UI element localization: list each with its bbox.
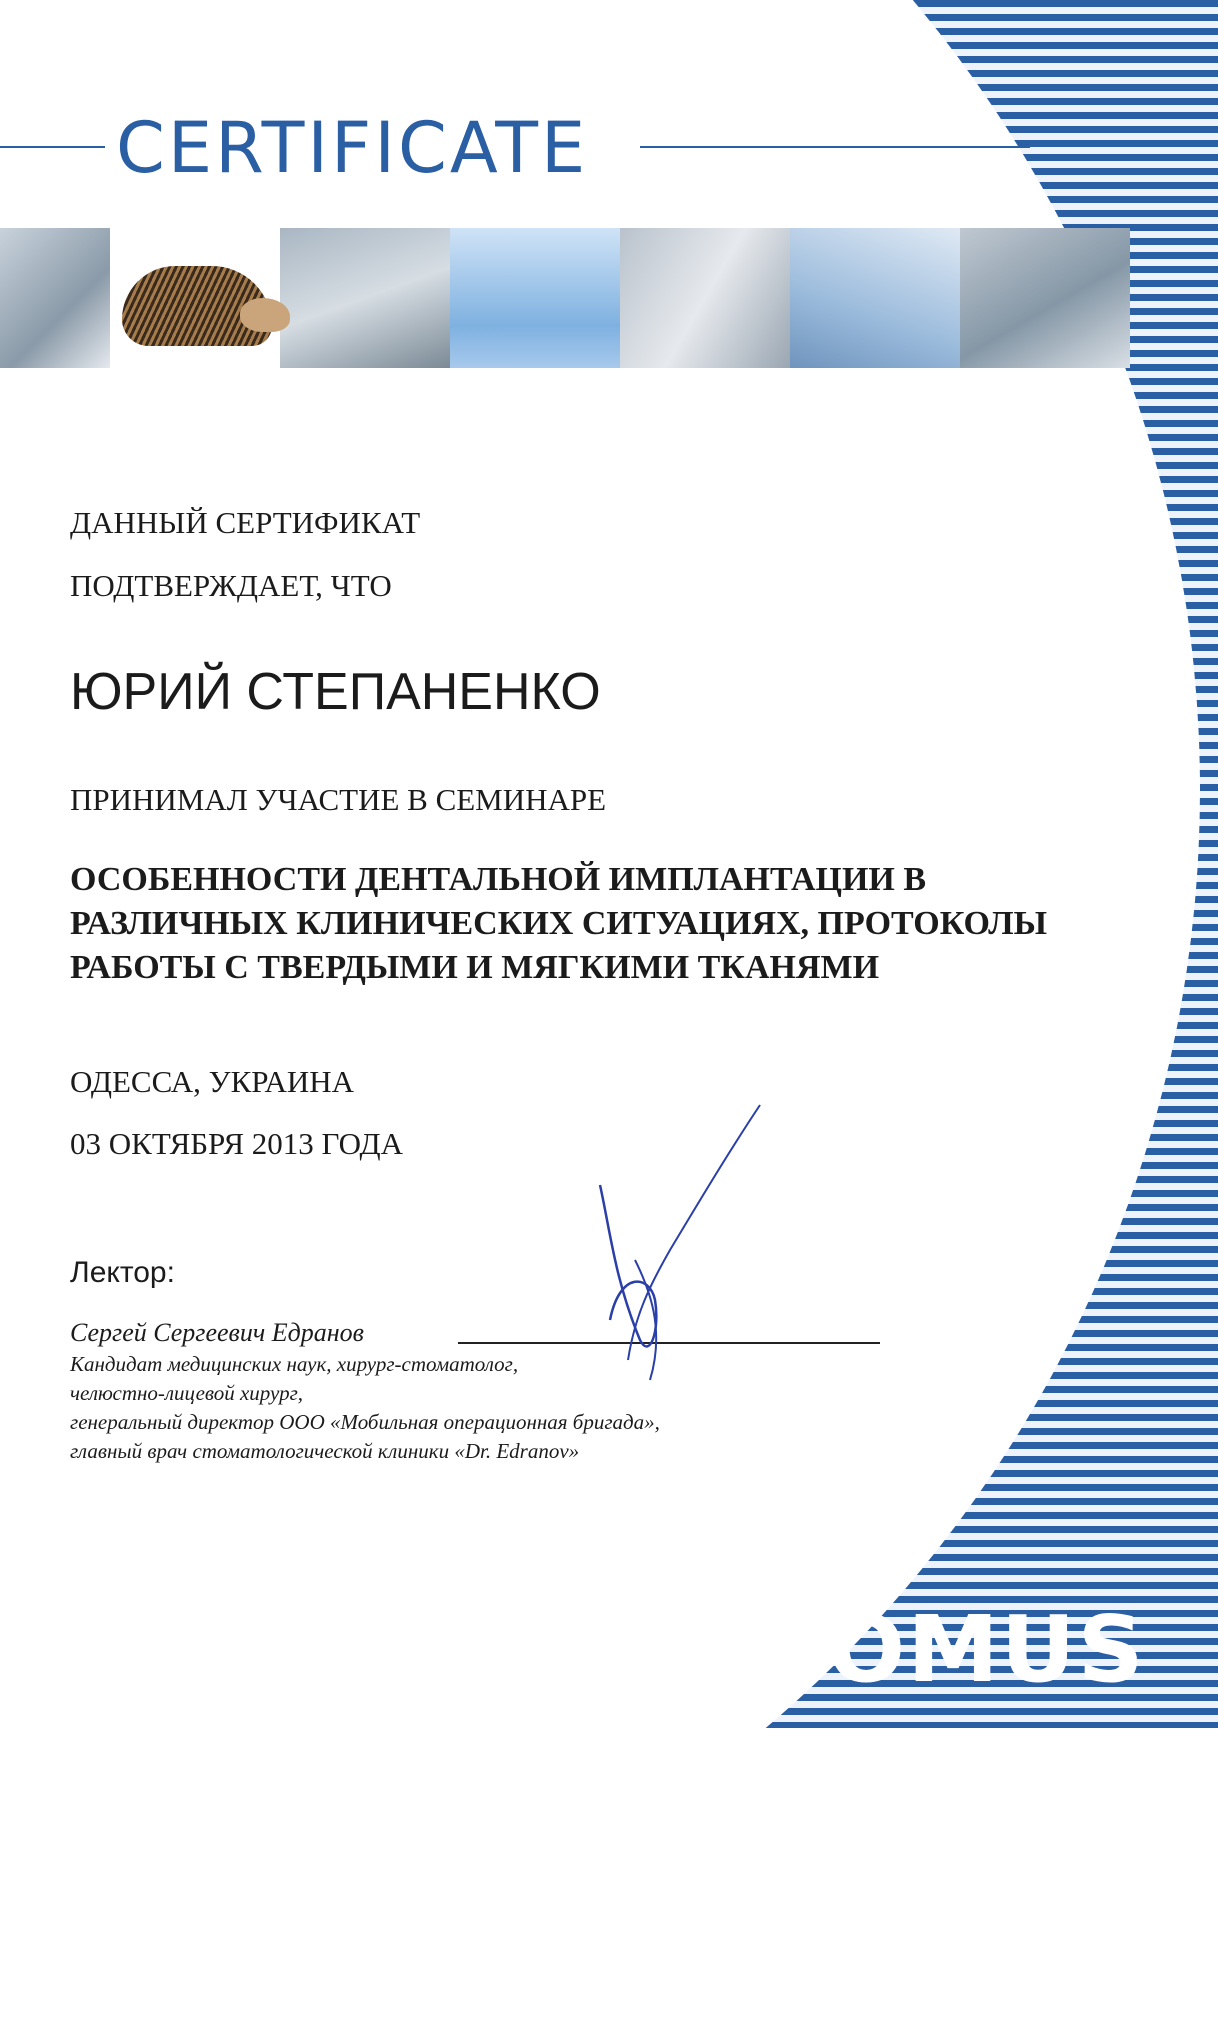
hedgehog-image [110,228,280,368]
seminar-title-line: РАБОТЫ С ТВЕРДЫМИ И МЯГКИМИ ТКАНЯМИ [70,949,880,986]
photo-implant [450,228,620,368]
photo-strip [0,228,1130,368]
lecturer-label: Лектор: [70,1256,175,1289]
date: 03 ОКТЯБРЯ 2013 ГОДА [70,1126,404,1161]
photo-instruments [790,228,960,368]
credential-line: Кандидат медицинских наук, хирург-стоматолог, [70,1352,519,1376]
photo-procedure [960,228,1130,368]
seminar-title-line: РАЗЛИЧНЫХ КЛИНИЧЕСКИХ СИТУАЦИЯХ, ПРОТОКОЛЫ [70,905,1047,942]
handwritten-signature [580,1090,780,1390]
certificate-line-2: ПОДТВЕРЖДАЕТ, ЧТО [70,568,392,603]
lecturer-name: Сергей Сергеевич Едранов [70,1318,364,1347]
certificate-line-1: ДАННЫЙ СЕРТИФИКАТ [70,505,421,540]
seminar-title [70,858,1070,990]
title-rule-left [0,146,105,148]
hedgehog-face [240,298,290,332]
participation-line: ПРИНИМАЛ УЧАСТИЕ В СЕМИНАРЕ [70,782,607,817]
certificate-title: CERTIFICATE [116,107,589,189]
recipient-name: ЮРИЙ СТЕПАНЕНКО [70,663,601,721]
credential-line: главный врач стоматологической клиники «Dr. Edranov» [70,1439,580,1463]
credential-line: челюстно-лицевой хирург, [70,1381,304,1405]
credential-line: генеральный директор ООО «Мобильная операционная бригада», [70,1410,660,1434]
title-rule-right [640,146,1030,148]
photo-dental-closeup [0,228,110,368]
location: ОДЕССА, УКРАИНА [70,1064,355,1099]
seminar-title-line: ОСОБЕННОСТИ ДЕНТАЛЬНОЙ ИМПЛАНТАЦИИ В [70,861,927,898]
brand-logo: STOMUS [694,1596,1146,1703]
certificate-header [0,108,1040,188]
photo-seminar-audience [620,228,790,368]
photo-surgery [280,228,450,368]
